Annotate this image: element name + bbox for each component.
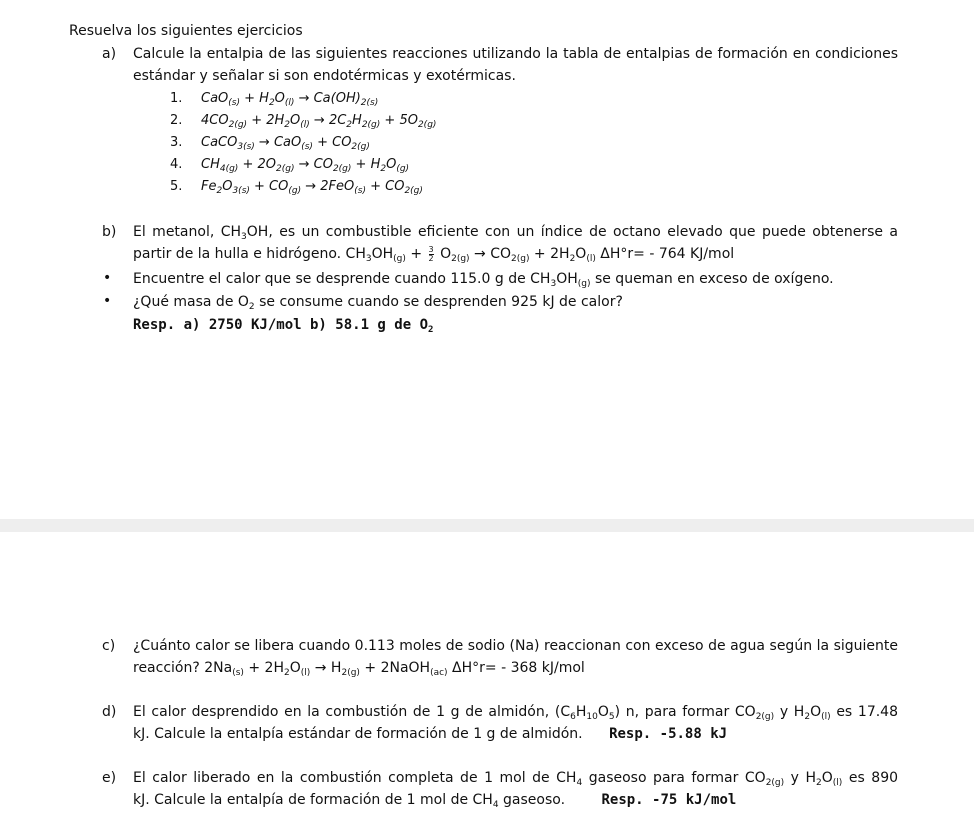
item-a-text-line1: Calcule la entalpia de las siguientes reacciones utilizando la tabla de entalpias de formación en condiciones [133,46,898,62]
item-e-text-line1: El calor liberado en la combustión completa de 1 mol de $CH_4$ gaseoso para formar $CO_{2(g)}$ y $H_2O_{(l)}$ es 890 [133,770,899,788]
bullet-2-icon: • [103,293,112,309]
item-b-answer: Resp. a) 2750 KJ/mol b) 58.1 g de $O_2$ [133,317,434,335]
item-b-text-line1: El metanol, $CH_3OH$, es un combustible eficiente con un índice de octano elevado que puede obtenerse a [133,224,898,242]
item-d-label: d) [102,704,117,720]
reaction-1-number: 1. [170,91,183,106]
reaction-3-number: 3. [170,135,183,150]
reaction-5-equation: $Fe_2O_{3(s)} + CO_{(g)} \to 2FeO_{(s)} + CO_{2(g)}$ [201,179,423,196]
item-c-text-line2: reacción? $2Na_{(s)} + 2H_2O_{(l)} \to H_{2(g)}$ + 2NaOH$_{(ac)}$ ΔH°r= - 368 kJ/mol [133,660,585,678]
item-a-label: a) [102,46,117,62]
item-a-text-line2: estándar y señalar si son endotérmicas y exotérmicas. [133,68,516,84]
item-b-bullet-1: Encuentre el calor que se desprende cuando 115.0 g de $CH_3OH_{(g)}$ se queman en exceso de oxígeno. [133,271,834,289]
reaction-1-equation: $CaO_{(s)} + H_2O_{(l)} \to Ca(OH)_{2(s)}$ [201,91,379,108]
page-2 [0,532,974,839]
item-e-answer: Resp. -75 kJ/mol [601,792,737,808]
bullet-1-icon: • [103,270,112,286]
item-c-text-line1: ¿Cuánto calor se libera cuando 0.113 moles de sodio (Na) reaccionan con exceso de agua según la siguiente [133,638,898,654]
item-c-label: c) [102,638,116,654]
item-d-text-line2 [133,725,727,743]
item-d-text-line2-body: kJ. Calcule la entalpía estándar de formación de 1 g de almidón. [133,726,583,742]
item-e-label: e) [102,770,117,786]
page-separator [0,519,974,532]
item-b-text-line2: partir de la hulla e hidrógeno. $CH_3OH_{(g)}$ + $\frac{3}{2}$ $O_{2(g)} \to CO_{2(g)} + 2H_2O_{(l)}$ ΔH°r= - 764 KJ/mol [133,244,735,264]
item-b-label: b) [102,224,117,240]
intro-heading: Resuelva los siguientes ejercicios [69,23,303,39]
item-e-text-line2-body: kJ. Calcule la entalpía de formación de 1 mol de $CH_4$ gaseoso. [133,792,566,810]
item-d-answer: Resp. -5.88 kJ [609,726,728,742]
reaction-4-number: 4. [170,157,183,172]
reaction-5-number: 5. [170,179,183,194]
item-b-bullet-2: ¿Qué masa de $O_2$ se consume cuando se desprenden 925 kJ de calor? [133,294,623,312]
reaction-2-equation: $4CO_{2(g)} + 2H_2O_{(l)} \to 2C_2H_{2(g)} + 5O_{2(g)}$ [201,113,437,130]
reaction-4-equation: $CH_{4(g)} + 2O_{2(g)} \to CO_{2(g)} + H_2O_{(g)}$ [201,157,410,174]
reaction-3-equation: CaCO$_{3(s)}$ → $CaO_{(s)} + CO_{2(g)}$ [201,135,370,152]
reaction-2-number: 2. [170,113,183,128]
item-d-text-line1: El calor desprendido en la combustión de 1 g de almidón, $(C_6H_{10}O_5)$ n, para formar $CO_{2(g)}$ y $H_2O_{(l)}$ es 17.48 [133,704,898,722]
item-e-text-line2 [133,791,736,809]
